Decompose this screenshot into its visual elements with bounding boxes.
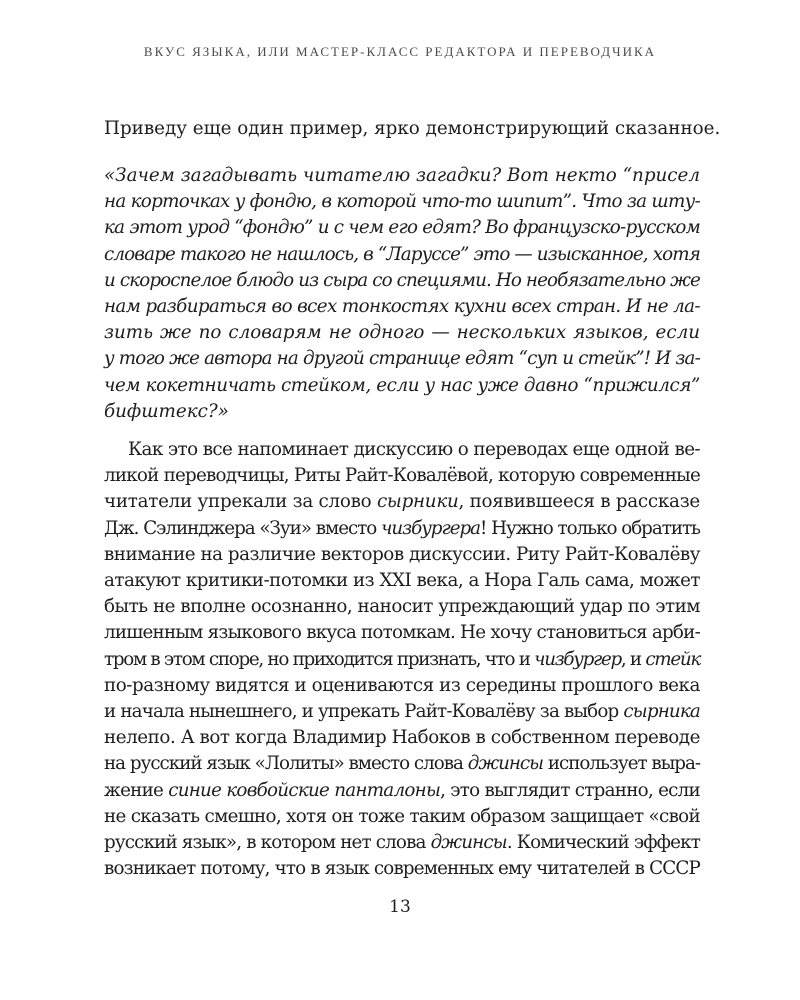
quote-line: чем кокетничать стейком, если у нас уже давно “прижился”: [104, 374, 700, 396]
body-line: атакуют критики-потомки из XXI века, а Нора Галь сама, может: [104, 570, 700, 591]
italic-term: чизбургер: [534, 648, 621, 670]
body-line: не сказать смешно, хотя он тоже таким образом защищает «свой: [104, 805, 700, 827]
running-head: ВКУС ЯЗЫКА, ИЛИ МАСТЕР-КЛАСС РЕДАКТОРА И ПЕРЕВОДЧИКА: [143, 44, 657, 59]
italic-term: джинсы: [430, 832, 507, 853]
body-line: и начала нынешнего, и упрекать Райт-Ковалёву за выбор сырника: [104, 701, 700, 722]
italic-term: стейк: [645, 648, 700, 670]
quote-line: «Зачем загадывать читателю загадки? Вот некто “присел: [104, 165, 700, 186]
intro-line: Приведу еще один пример, ярко демонстрирующий сказанное.: [104, 118, 721, 139]
body-line: Дж. Сэлинджера «Зуи» вместо чизбургера! Нужно только обратить: [104, 517, 700, 539]
body-line: Как это все напоминает дискуссию о переводах еще одной ве-: [128, 439, 700, 460]
body-line: ликой переводчицы, Риты Райт-Ковалёвой, которую современные: [104, 465, 701, 487]
page-number: 13: [389, 897, 411, 917]
quote-line: нам разбираться во всех тонкостях кухни всех стран. И не ла-: [104, 296, 700, 317]
body-line: внимание на различие векторов дискуссии. Риту Райт-Ковалёву: [104, 543, 700, 565]
body-line: по-разному видятся и оцениваются из середины прошлого века: [104, 674, 701, 696]
italic-term: сырники: [376, 491, 459, 513]
body-line: жение синие ковбойские панталоны, это выглядит странно, если: [104, 779, 701, 801]
body-line: русский язык», в котором нет слова джинсы. Комический эффект: [104, 832, 700, 853]
italic-term: сырника: [623, 701, 700, 722]
body-line: тром в этом споре, но приходится признать, что и чизбургер, и стейк: [104, 648, 700, 670]
quote-line: ка этот урод “фондю” и с чем его едят? Во французско-русском: [104, 217, 700, 239]
body-line: лишенным языкового вкуса потомкам. Не хочу становиться арби-: [104, 622, 700, 644]
italic-term: чизбургера: [381, 517, 481, 539]
body-line: нелепо. А вот когда Владимир Набоков в собственном переводе: [104, 727, 700, 749]
quote-line: у того же автора на другой странице едят “суп и стейк”! И за-: [104, 348, 700, 370]
quote-line: на корточках у фондю, в которой что-то шипит”. Что за шту-: [104, 191, 700, 213]
body-line: быть не вполне осознанно, наносит упреждающий удар по этим: [104, 596, 700, 618]
quote-line: бифштекс?»: [104, 400, 229, 422]
italic-term: синие ковбойские панталоны: [168, 779, 441, 801]
italic-term: джинсы: [467, 753, 544, 775]
body-line: читатели упрекали за слово сырники, появившееся в рассказе: [104, 491, 700, 513]
quote-line: и скороспелое блюдо из сыра со специями. Но необязательно же: [104, 269, 700, 291]
quote-line: словаре такого не нашлось, в “Ларуссе” это — изысканное, хотя: [104, 243, 700, 265]
body-line: на русский язык «Лолиты» вместо слова джинсы использует выра-: [104, 753, 701, 775]
quote-line: зить же по словарям не одного — нескольких языков, если: [104, 322, 700, 344]
body-line: возникает потому, что в язык современных ему читателей в СССР: [104, 858, 700, 880]
